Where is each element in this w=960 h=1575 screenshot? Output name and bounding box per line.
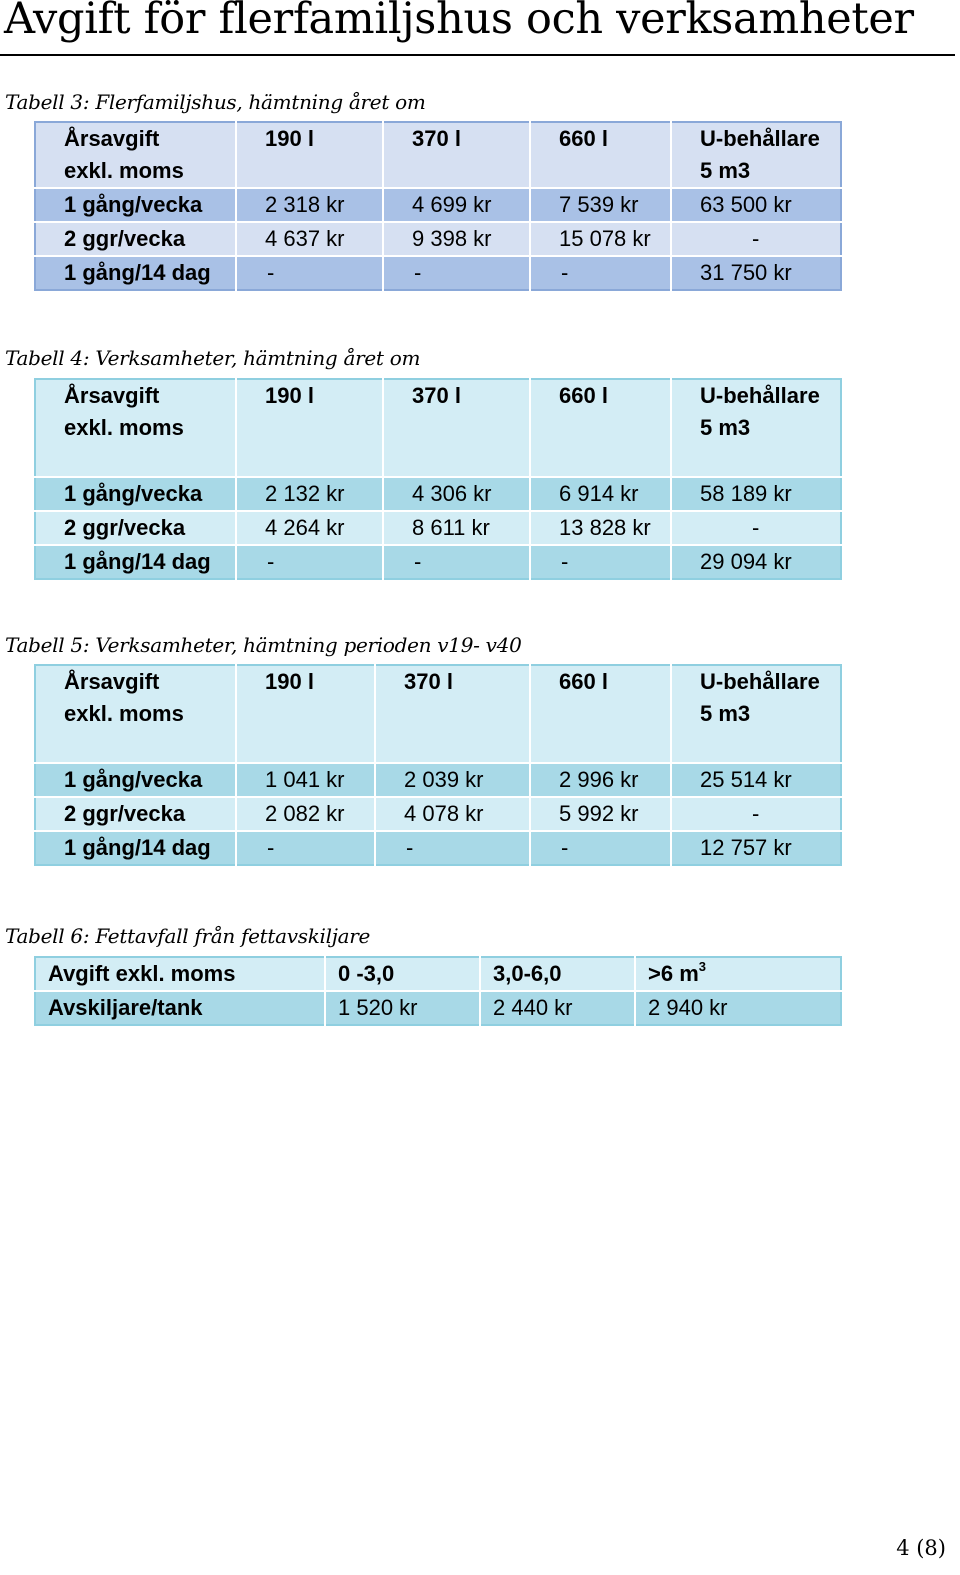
table-cell: - [236, 256, 383, 290]
header-cell-370l: 370 l [375, 665, 530, 763]
table-header-row [35, 957, 841, 991]
table-cell: 7 539 kr [530, 188, 671, 222]
header-cell-370l: 370 l [383, 122, 530, 188]
table-cell: - [236, 831, 375, 865]
header-cell-annual-fee: Årsavgift exkl. moms [35, 379, 236, 477]
table-cell: 4 699 kr [383, 188, 530, 222]
header-cell-u-container: U-behållare 5 m3 [671, 379, 841, 477]
table6-fettavfall [34, 956, 842, 1026]
table-cell: 4 264 kr [236, 511, 383, 545]
table-cell: 1 041 kr [236, 763, 375, 797]
table-row [35, 831, 841, 865]
row-label: 2 ggr/vecka [35, 511, 236, 545]
table-cell: 29 094 kr [671, 545, 841, 579]
table-cell: 2 318 kr [236, 188, 383, 222]
table-cell: 2 996 kr [530, 763, 671, 797]
range-text: >6 m [648, 961, 699, 986]
table-cell: - [375, 831, 530, 865]
table-cell: 58 189 kr [671, 477, 841, 511]
table-cell: - [671, 797, 841, 831]
row-label: 2 ggr/vecka [35, 797, 236, 831]
table-row [35, 477, 841, 511]
row-label: 1 gång/vecka [35, 763, 236, 797]
header-cell-u-container: U-behållare 5 m3 [671, 122, 841, 188]
table-cell: 4 637 kr [236, 222, 383, 256]
table-cell: 2 440 kr [480, 991, 635, 1025]
table-row [35, 256, 841, 290]
table-row [35, 511, 841, 545]
table-cell: - [236, 545, 383, 579]
header-cell-190l: 190 l [236, 665, 375, 763]
header-cell-annual-fee: Årsavgift exkl. moms [35, 122, 236, 188]
header-cell-660l: 660 l [530, 665, 671, 763]
table-cell: 15 078 kr [530, 222, 671, 256]
table-cell: 8 611 kr [383, 511, 530, 545]
row-label: 2 ggr/vecka [35, 222, 236, 256]
header-cell-fee: Avgift exkl. moms [35, 957, 325, 991]
header-cell-annual-fee: Årsavgift exkl. moms [35, 665, 236, 763]
row-label: 1 gång/vecka [35, 477, 236, 511]
header-cell-range-over-6 [635, 957, 841, 991]
cubic-superscript: 3 [698, 958, 706, 974]
header-cell-range-0-3: 0 -3,0 [325, 957, 480, 991]
table-cell: 1 520 kr [325, 991, 480, 1025]
table-cell: 13 828 kr [530, 511, 671, 545]
row-label: 1 gång/vecka [35, 188, 236, 222]
table-cell: 6 914 kr [530, 477, 671, 511]
header-cell-190l: 190 l [236, 122, 383, 188]
table-cell: - [530, 256, 671, 290]
row-label: Avskiljare/tank [35, 991, 325, 1025]
table-cell: 2 082 kr [236, 797, 375, 831]
table-header-row [35, 379, 841, 477]
header-cell-u-container: U-behållare 5 m3 [671, 665, 841, 763]
table4-verksamheter [34, 378, 842, 580]
header-cell-range-3-6: 3,0-6,0 [480, 957, 635, 991]
table-cell: 5 992 kr [530, 797, 671, 831]
table-row [35, 797, 841, 831]
table-row [35, 763, 841, 797]
table-header-row [35, 122, 841, 188]
table-cell: 2 940 kr [635, 991, 841, 1025]
table-cell: 4 078 kr [375, 797, 530, 831]
title-divider [0, 54, 955, 56]
table-row [35, 188, 841, 222]
header-cell-370l: 370 l [383, 379, 530, 477]
table-cell: - [530, 831, 671, 865]
table3-flerfamiljshus [34, 121, 842, 291]
table-cell: 12 757 kr [671, 831, 841, 865]
table-cell: - [383, 545, 530, 579]
table-cell: 2 039 kr [375, 763, 530, 797]
table-cell: - [671, 222, 841, 256]
table-header-row [35, 665, 841, 763]
row-label: 1 gång/14 dag [35, 256, 236, 290]
header-cell-190l: 190 l [236, 379, 383, 477]
table-cell: 4 306 kr [383, 477, 530, 511]
table-cell: 2 132 kr [236, 477, 383, 511]
row-label: 1 gång/14 dag [35, 545, 236, 579]
table-cell: - [530, 545, 671, 579]
table4-caption: Tabell 4: Verksamheter, hämtning året om [5, 346, 421, 370]
table6-caption: Tabell 6: Fettavfall från fettavskiljare [5, 924, 371, 948]
row-label: 1 gång/14 dag [35, 831, 236, 865]
header-cell-660l: 660 l [530, 122, 671, 188]
table-cell: 63 500 kr [671, 188, 841, 222]
table-row [35, 545, 841, 579]
table-cell: 9 398 kr [383, 222, 530, 256]
table-cell: 25 514 kr [671, 763, 841, 797]
table5-verksamheter-v19-v40 [34, 664, 842, 866]
header-cell-660l: 660 l [530, 379, 671, 477]
table5-caption: Tabell 5: Verksamheter, hämtning perioden v19- v40 [5, 633, 522, 657]
table-row [35, 222, 841, 256]
table-row [35, 991, 841, 1025]
table-cell: - [671, 511, 841, 545]
table-cell: 31 750 kr [671, 256, 841, 290]
table-cell: - [383, 256, 530, 290]
page-number: 4 (8) [896, 1536, 946, 1560]
table3-caption: Tabell 3: Flerfamiljshus, hämtning året om [5, 90, 426, 114]
page-title: Avgift för flerfamiljshus och verksamheter [4, 0, 914, 44]
